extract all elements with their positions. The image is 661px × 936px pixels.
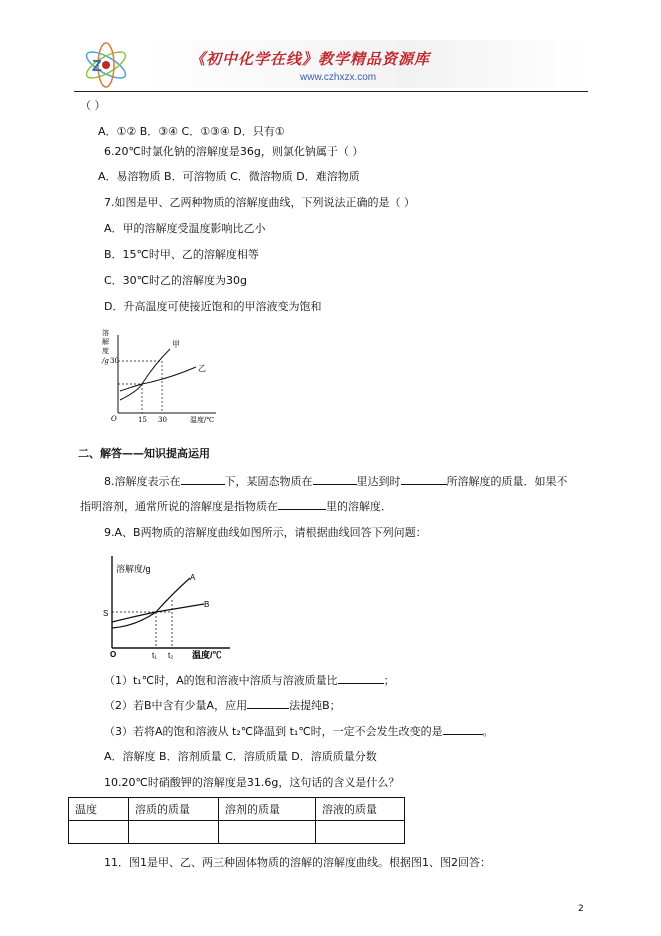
q10-cell-solute[interactable]	[129, 821, 219, 844]
q7-series-a-label: 甲	[172, 340, 180, 349]
q9-sub3-text: （3）若将A的饱和溶液从 t₂℃降温到 t₁℃时，一定不会发生改变的是	[104, 725, 443, 738]
q9-curve-b	[112, 604, 204, 622]
q10-header-temp: 温度	[69, 798, 129, 821]
q10-cell-temp[interactable]	[69, 821, 129, 844]
q7-xtick-15: 15	[138, 416, 147, 424]
q7-y-unit: /g	[102, 357, 109, 365]
q7-option-d: D．升高温度可使接近饱和的甲溶液变为饱和	[104, 300, 322, 313]
q10-stem: 10.20℃时硝酸钾的溶解度是31.6g，这句话的含义是什么？	[104, 776, 400, 789]
q9-sub3-end: 。	[482, 725, 494, 738]
q7-option-a: A．甲的溶解度受温度影响比乙小	[104, 222, 266, 235]
q10-cell-solution[interactable]	[316, 821, 405, 844]
q9-origin: O	[110, 650, 117, 659]
q9-sub1-end: ；	[383, 674, 395, 687]
q10-header-solvent: 溶剂的质量	[219, 798, 316, 821]
q7-ytick-30: 30	[110, 357, 119, 365]
q9-sub1-text: （1）t₁℃时，A的饱和溶液中溶质与溶液质量比	[104, 674, 338, 687]
q9-sub3	[104, 723, 494, 739]
q8-text-1: 8.溶解度表示在	[104, 475, 181, 488]
q8-text-4: 所溶解度的质量．如果不	[446, 475, 568, 488]
q9-ylabel: 溶解度/g	[116, 564, 151, 574]
q5-paren: （ ）	[80, 99, 106, 112]
q9-stem: 9.A、B两物质的溶解度曲线如图所示，请根据曲线回答下列问题：	[104, 526, 427, 539]
q7-series-b-label: 乙	[198, 364, 206, 373]
q10-header-solution: 溶液的质量	[316, 798, 405, 821]
q9-options: A．溶解度 B．溶剂质量 C．溶质质量 D．溶质质量分数	[104, 750, 377, 763]
q7-ylabel-1: 溶	[102, 329, 109, 337]
table-row	[69, 821, 405, 844]
q9-xlabel: 温度/℃	[192, 650, 222, 660]
q11-stem: 11．图1是甲、乙、两三种固体物质的溶解的溶解度曲线。根据图1、图2回答：	[104, 856, 491, 869]
q9-sub2-end: 法提纯B；	[289, 699, 341, 712]
q8-blank-1[interactable]	[181, 473, 225, 485]
q9-solubility-chart	[100, 550, 240, 662]
q10-header-solute: 溶质的质量	[129, 798, 219, 821]
q9-ytick-s: S	[103, 609, 109, 618]
q8-line2	[80, 498, 392, 514]
q9-xtick-t1: t₁	[152, 651, 157, 660]
q9-blank-3[interactable]	[443, 723, 483, 735]
q7-ylabel-2: 解	[102, 338, 109, 346]
atom-logo-icon	[78, 40, 134, 90]
q9-blank-1[interactable]	[338, 672, 384, 684]
q9-sub2	[104, 697, 341, 713]
q8-text-3: 里达到时	[356, 475, 401, 488]
page-number: 2	[578, 904, 584, 914]
q7-xlabel: 温度/℃	[190, 416, 215, 424]
q8-blank-2[interactable]	[313, 473, 357, 485]
q7-origin: O	[111, 415, 117, 423]
q10-cell-solvent[interactable]	[219, 821, 316, 844]
q5-options: A．①② B．③④ C．①③④ D．只有①	[98, 125, 285, 138]
header-url: www.czhxzx.com	[300, 72, 377, 83]
q6-options: A．易溶物质 B．可溶物质 C．微溶物质 D．难溶物质	[98, 170, 360, 183]
svg-text:Z: Z	[92, 58, 102, 75]
q7-option-c: C．30℃时乙的溶解度为30g	[104, 274, 248, 287]
q7-xtick-30: 30	[158, 416, 167, 424]
q7-option-b: B．15℃时甲、乙的溶解度相等	[104, 248, 259, 261]
q7-solubility-chart	[98, 325, 228, 425]
q7-ylabel-3: 度	[102, 347, 109, 355]
q8-blank-4[interactable]	[278, 498, 326, 510]
q9-series-b-label: B	[204, 600, 210, 609]
table-row	[69, 798, 405, 821]
q6-stem: 6.20℃时氯化钠的溶解度是36g，则氯化钠属于（ ）	[104, 145, 364, 158]
section2-title: 二、解答——知识提高运用	[78, 447, 210, 460]
q9-series-a-label: A	[190, 573, 196, 582]
q8-text-2: 下，某固态物质在	[224, 475, 313, 488]
header-logo	[78, 40, 134, 90]
q7-curve-a	[120, 349, 170, 400]
header-rule	[74, 91, 588, 92]
q9-xtick-t2: t₂	[168, 651, 174, 660]
q9-sub2-text: （2）若B中含有少量A，应用	[104, 699, 248, 712]
q9-blank-2[interactable]	[247, 697, 289, 709]
header-title: 《初中化学在线》教学精品资源库	[190, 50, 431, 68]
q7-stem: 7.如图是甲、乙两种物质的溶解度曲线，下列说法正确的是（ ）	[104, 196, 415, 209]
q8-text-5: 指明溶剂，通常所说的溶解度是指物质在	[80, 500, 278, 513]
q7-curve-b	[120, 367, 196, 391]
q8-text-6: 里的溶解度．	[326, 500, 392, 513]
q9-sub1	[104, 672, 395, 688]
q8-line1	[104, 473, 568, 489]
q8-blank-3[interactable]	[401, 473, 447, 485]
q9-curve-a	[112, 578, 190, 628]
q10-table	[68, 797, 405, 844]
